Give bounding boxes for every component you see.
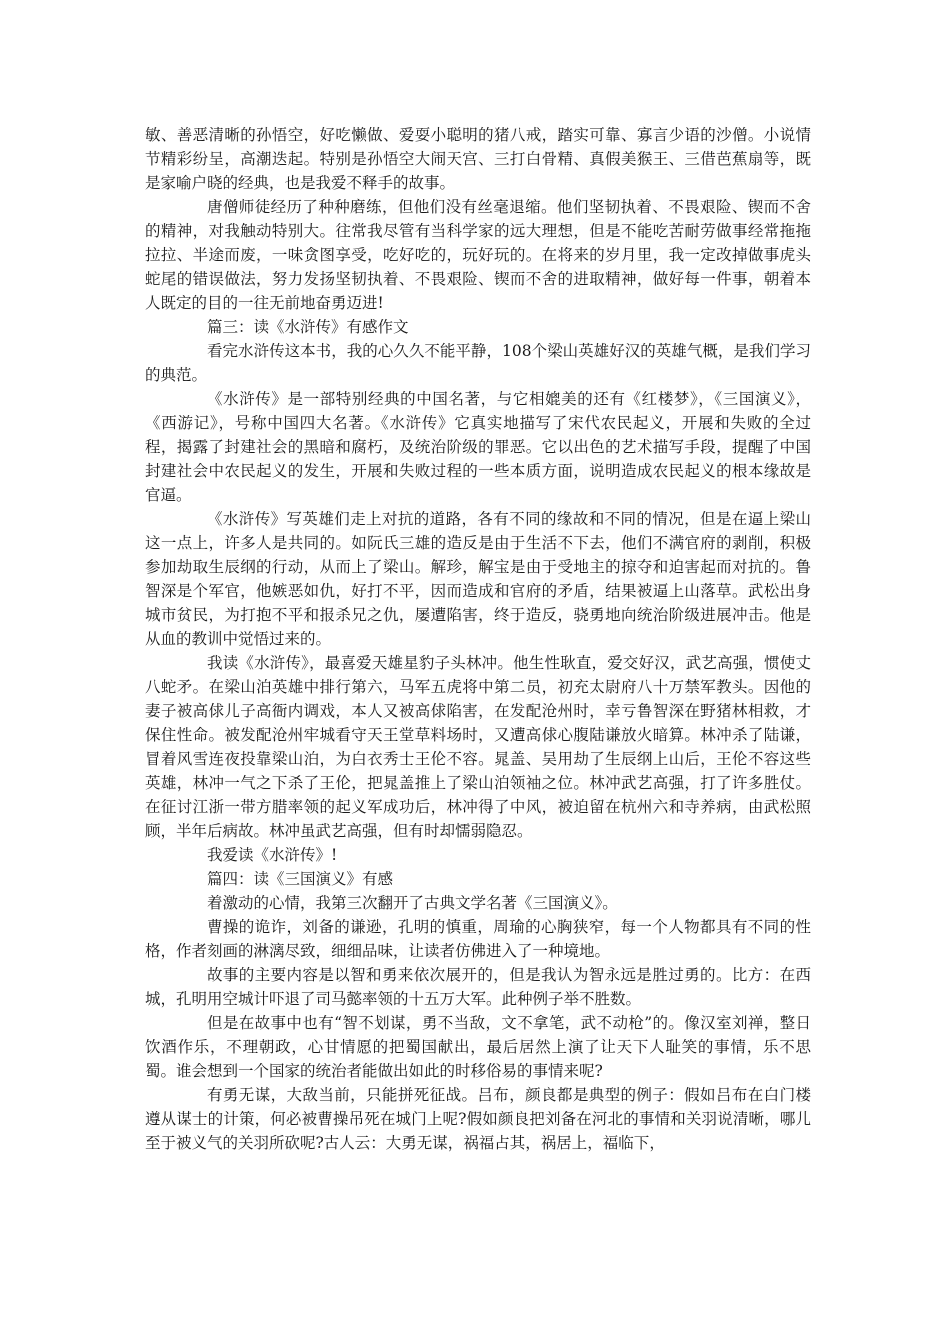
paragraph-6: 《水浒传》写英雄们走上对抗的道路，各有不同的缘故和不同的情况，但是在逼上梁山这一点上，许多人是共同的。如阮氏三雄的造反是由于生活不下去，他们不满官府的剥削，积极参加劫取生辰纲的行动，从而上了梁山。解珍，解宝是由于受地主的掠夺和迫害起而对抗的。鲁智深是个军官，他嫉恶如仇，好打不平，因而造成和官府的矛盾，结果被逼上山落草。武松出身城市贫民，为打抱不平和报杀兄之仇，屡遭陷害，终于造反，骁勇地向统治阶级进展冲击。他是从血的教训中觉悟过来的。 [145, 510, 811, 648]
body-text [145, 123, 811, 1155]
paragraph-12: 故事的主要内容是以智和勇来依次展开的，但是我认为智永远是胜过勇的。比方：在西城，孔明用空城计吓退了司马懿率领的十五万大军。此种例子举不胜数。 [145, 966, 811, 1008]
paragraph-1: 敏、善恶清晰的孙悟空，好吃懒做、爱耍小聪明的猪八戒，踏实可靠、寡言少语的沙僧。小说情节精彩纷呈，高潮迭起。特别是孙悟空大闹天宫、三打白骨精、真假美猴王、三借芭蕉扇等，既是家喻户晓的经典，也是我爱不释手的故事。 [145, 126, 811, 192]
paragraph-14: 有勇无谋，大敌当前，只能拼死征战。吕布，颜良都是典型的例子：假如吕布在白门楼遵从谋士的计策，何必被曹操吊死在城门上呢?假如颜良把刘备在河北的事情和关羽说清晰，哪儿至于被义气的关羽所砍呢?古人云：大勇无谋，祸福占其，祸居上，福临下， [145, 1086, 811, 1152]
paragraph-7: 我读《水浒传》，最喜爱天雄星豹子头林冲。他生性耿直，爱交好汉，武艺高强，惯使丈八蛇矛。在梁山泊英雄中排行第六，马军五虎将中第二员，初充太尉府八十万禁军教头。因他的妻子被高俅儿子高衙内调戏，本人又被高俅陷害，在发配沧州时，幸亏鲁智深在野猪林相救，才保住性命。被发配沧州牢城看守天王堂草料场时，又遭高俅心腹陆谦放火暗算。林冲杀了陆谦，冒着风雪连夜投靠梁山泊，为白衣秀士王伦不容。晁盖、吴用劫了生辰纲上山后，王伦不容这些英雄，林冲一气之下杀了王伦，把晁盖推上了梁山泊领袖之位。林冲武艺高强，打了许多胜仗。在征讨江浙一带方腊率领的起义军成功后，林冲得了中风，被迫留在杭州六和寺养病，由武松照顾，半年后病故。林冲虽武艺高强，但有时却懦弱隐忍。 [145, 654, 811, 840]
paragraph-4: 看完水浒传这本书，我的心久久不能平静，108个梁山英雄好汉的英雄气概，是我们学习的典范。 [145, 342, 811, 384]
section-heading-4: 篇四：读《三国演义》有感 [207, 870, 394, 888]
paragraph-8: 我爱读《水浒传》! [207, 846, 338, 864]
paragraph-10: 着激动的心情，我第三次翻开了古典文学名著《三国演义》。 [207, 894, 618, 912]
paragraph-11: 曹操的诡诈，刘备的谦逊，孔明的慎重，周瑜的心胸狭窄，每一个人物都具有不同的性格，作者刻画的淋漓尽致，细细品味，让读者仿佛进入了一种境地。 [145, 918, 811, 960]
section-heading-3: 篇三：读《水浒传》有感作文 [207, 318, 409, 336]
paragraph-2: 唐僧师徒经历了种种磨练，但他们没有丝毫退缩。他们坚韧执着、不畏艰险、锲而不舍的精神，对我触动特别大。往常我尽管有当科学家的远大理想，但是不能吃苦耐劳做事经常拖拖拉拉、半途而废，一味贪图享受，吃好吃的，玩好玩的。在将来的岁月里，我一定改掉做事虎头蛇尾的错误做法，努力发扬坚韧执着、不畏艰险、锲而不舍的进取精神，做好每一件事，朝着本人既定的目的一往无前地奋勇迈进! [145, 198, 811, 312]
paragraph-13: 但是在故事中也有“智不划谋，勇不当敌，文不拿笔，武不动枪”的。像汉室刘禅，整日饮酒作乐，不理朝政，心甘情愿的把蜀国献出，最后居然上演了让天下人耻笑的事情，乐不思蜀。谁会想到一个国家的统治者能做出如此的时移俗易的事情来呢? [145, 1014, 811, 1080]
paragraph-5: 《水浒传》是一部特别经典的中国名著，与它相媲美的还有《红楼梦》，《三国演义》，《西游记》，号称中国四大名著。《水浒传》它真实地描写了宋代农民起义，开展和失败的全过程，揭露了封建社会的黑暗和腐朽，及统治阶级的罪恶。它以出色的艺术描写手段，提醒了中国封建社会中农民起义的发生，开展和失败过程的一些本质方面，说明造成农民起义的根本缘故是官逼。 [145, 390, 811, 504]
